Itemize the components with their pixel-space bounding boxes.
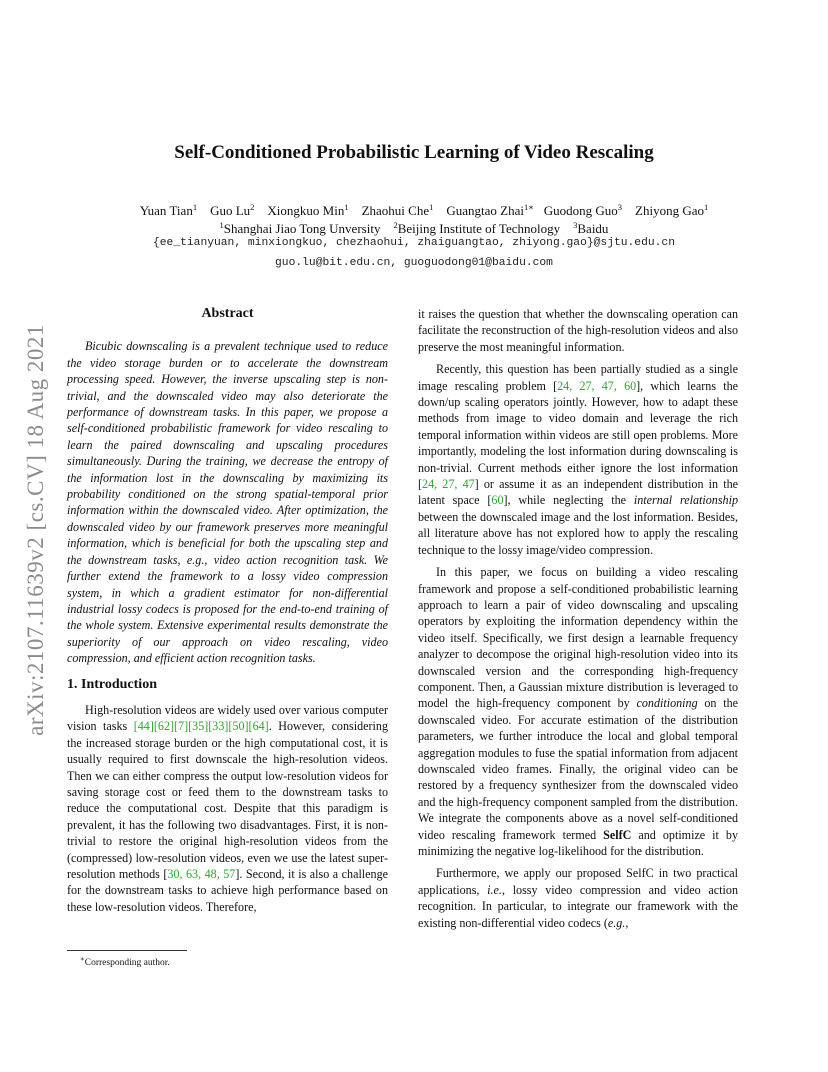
author-emails-line-1: {ee_tianyuan, minxiongkuo, chezhaohui, zhaiguangtao, zhiyong.gao}@sjtu.edu.cn — [152, 237, 675, 249]
citation-link[interactable]: 24, 27, 47, 60 — [557, 378, 637, 393]
author-emails-line-2: guo.lu@bit.edu.cn, guoguodong01@baidu.com — [275, 257, 553, 269]
footnote-rule — [67, 950, 187, 951]
citation-link[interactable]: 24, 27, 47 — [422, 477, 475, 492]
intro-paragraph: Furthermore, we apply our proposed SelfC in two practical applications, i.e., lossy video compression and video action recognition. In particular, to integrate our framework with the existing non-differential video codecs (e.g., — [418, 866, 738, 930]
author: Zhaohui Che$^1$ — [361, 202, 434, 218]
abstract-heading: Abstract — [201, 306, 254, 321]
intro-paragraph: High-resolution videos are widely used over various computer vision tasks [44][62][7][35][33][50][64]. However, considering the increased storage burden or the high computational cost, it is usually required to first downscale the high-resolution videos. Then we can either compress the output low-resolution videos for saving storage cost or feed them to the downstream tasks to reduce the computational cost. Despite that this paradigm is prevalent, it has the following two disadvantages. First, it is non-trivial to restore the original high-resolution videos from the (compressed) low-resolution videos, even we use the latest super-resolution methods [30, 63, 48, 57]. Second, it is also a challenge for the downstream tasks to achieve high performance based on these low-resolution videos. Therefore, — [67, 702, 388, 914]
author: Yuan Tian$^1$ — [139, 202, 198, 218]
introduction-heading: 1. Introduction — [67, 676, 157, 692]
affiliation-list — [0, 216, 828, 238]
author: Guodong Guo$^3$ — [543, 202, 623, 218]
intro-paragraph: Recently, this question has been partially studied as a single image rescaling problem [24, 27, 47, 60], which learns the down/up scaling operators jointly. However, how to adapt these methods from image to video domain and leverage the rich temporal information within videos are still open problems. More importantly, modeling the lost information during downscaling is non-trivial. Current methods either ignore the lost information [24, 27, 47] or assume it as an independent distribution in the latent space [60], while neglecting the internal relationship between the downscaled image and the lost information. Besides, all literature above has not explored how to apply the rescaling technique to the lossy image/video compression. — [418, 362, 739, 557]
citation-link[interactable]: [44][62][7][35][33][50][64] — [133, 719, 269, 734]
arxiv-identifier — [18, 280, 54, 780]
citation-link[interactable]: 60 — [491, 493, 504, 508]
affiliation: $^3$Baidu — [573, 220, 609, 236]
author: Xiongkuo Min$^1$ — [267, 202, 349, 218]
intro-paragraph: In this paper, we focus on building a video rescaling framework and propose a self-conditioned probabilistic learning approach to learn a pair of video downscaling and upscaling operators by exploiting the information dependency within the video itself. Specifically, we first design a learnable frequency analyzer to decompose the original high-resolution video into its downscaled version and the corresponding high-frequency component. Then, a Gaussian mixture distribution is leveraged to model the high-frequency component by conditioning on the downscaled video. For accurate estimation of the distribution parameters, we further introduce the local and global temporal aggregation modules to fuse the spatial information from adjacent downscaled video frames. Finally, the original video can be restored by a frequency synthesizer from the downscaled video and the high-frequency component sampled from the distribution. We integrate the components above as a novel self-conditioned video rescaling framework termed SelfC and optimize it by minimizing the negative log-likelihood for the distribution. — [418, 565, 739, 858]
footnote: ∗Corresponding author. — [80, 955, 170, 968]
citation-link[interactable]: 30, 63, 48, 57 — [167, 867, 236, 881]
intro-paragraph-continued: it raises the question that whether the downscaling operation can facilitate the reconstruction of the high-resolution videos and also preserve the most meaningful information. — [418, 307, 738, 354]
affiliation: $^2$Beijing Institute of Technology — [393, 220, 561, 236]
author: Guo Lu$^2$ — [210, 202, 255, 218]
left-column — [67, 306, 388, 921]
paper-title: Self-Conditioned Probabilistic Learning of Video Rescaling — [174, 142, 654, 163]
abstract-text: Bicubic downscaling is a prevalent technique used to reduce the video storage burden or to accelerate the downstream processing speed. However, the inverse upscaling step is non-trivial, and the downscaled video may also deteriorate the performance of downstream tasks. In this paper, we propose a self-conditioned probabilistic framework for video rescaling to learn the paired downscaling and upscaling procedures simultaneously. During the training, we decrease the entropy of the information lost in the downscaling by maximizing its probability conditioned on the strong spatial-temporal prior information within the downscaled video. After optimization, the downscaled video by our framework preserves more meaningful information, which is beneficial for both the upscaling step and the downstream tasks, e.g., video action recognition task. We further extend the framework to a lossy video compression system, in which a gradient estimator for non-differential industrial lossy codecs is proposed for the end-to-end training of the whole system. Extensive experimental results demonstrate the superiority of our approach on video rescaling, video compression, and efficient action recognition tasks. — [67, 339, 388, 666]
arxiv-identifier-text: arXiv:2107.11639v2 [cs.CV] 18 Aug 2021 — [23, 324, 48, 736]
author: Zhiyong Gao$^1$ — [635, 202, 709, 218]
author: Guangtao Zhai$^{1∗}$ — [446, 202, 535, 218]
right-column — [418, 306, 738, 937]
affiliation: $^1$Shanghai Jiao Tong Unversity — [219, 220, 381, 236]
